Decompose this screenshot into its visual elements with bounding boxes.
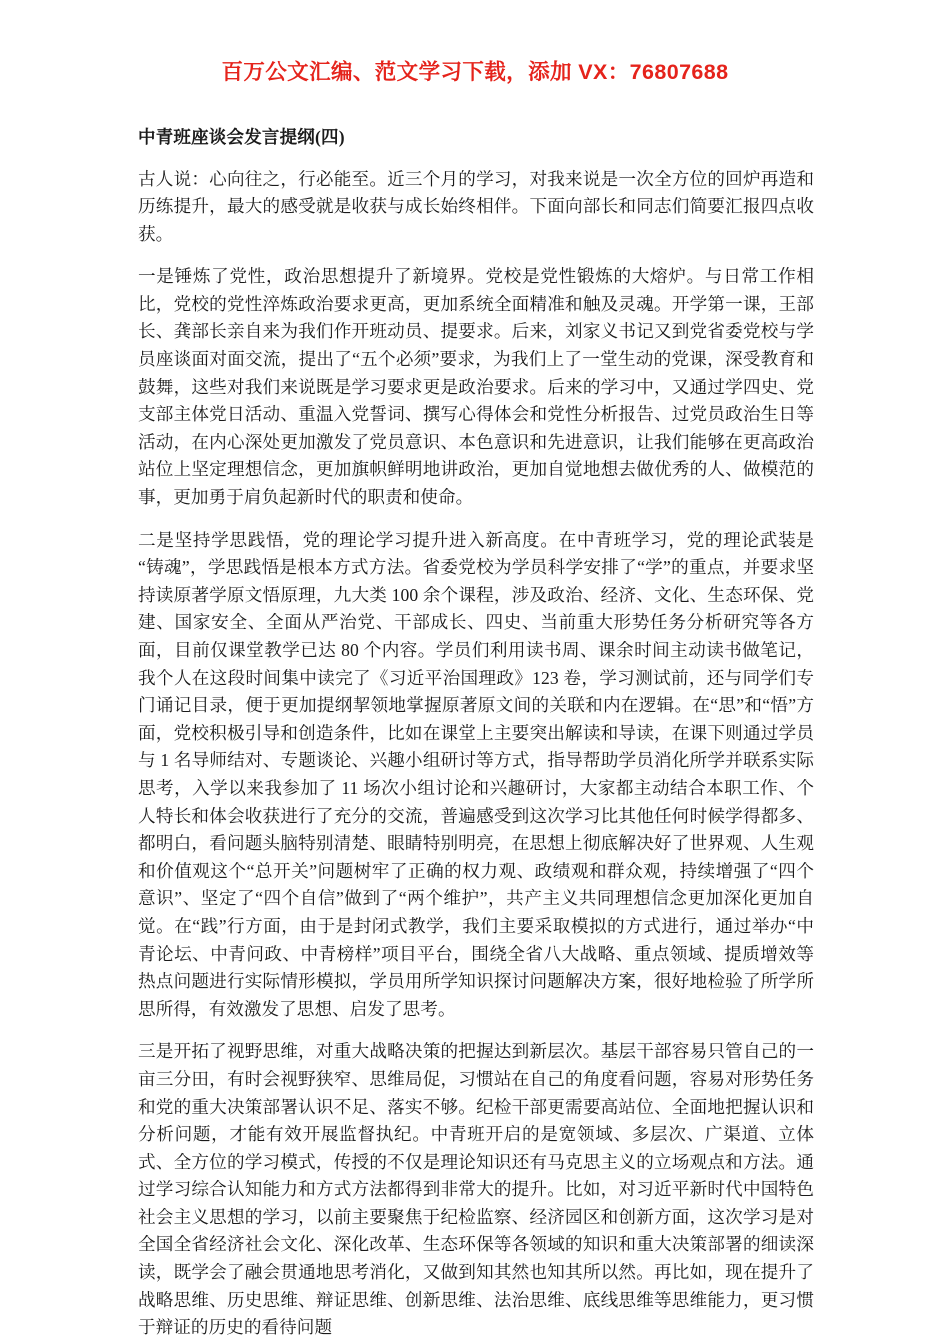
body-paragraph-2: 一是锤炼了党性，政治思想提升了新境界。党校是党性锻炼的大熔炉。与日常工作相比，党校的党性淬炼政治要求更高，更加系统全面精准和触及灵魂。开学第一课，王部长、龚部长亲自来为我们作开班动员、提要求。后来，刘家义书记又到党省委党校与学员座谈面对面交流，提出了“五个必须”要求，为我们上了一堂生动的党课，深受教育和鼓舞，这些对我们来说既是学习要求更是政治要求。后来的学习中，又通过学四史、党支部主体党日活动、重温入党誓词、撰写心得体会和党性分析报告、过党员政治生日等活动，在内心深处更加激发了党员意识、本色意识和先进意识，让我们能够在更高政治站位上坚定理想信念，更加旗帜鲜明地讲政治，更加自觉地想去做优秀的人、做模范的事，更加勇于肩负起新时代的职责和使命。 [138, 266, 814, 508]
promo-banner [0, 62, 950, 84]
promo-banner-text: 百万公文汇编、范文学习下载，添加 VX：76807688 [221, 60, 729, 84]
body-paragraph-1: 古人说：心向往之，行必能至。近三个月的学习，对我来说是一次全方位的回炉再造和历练提升，最大的感受就是收获与成长始终相伴。下面向部长和同志们简要汇报四点收获。 [138, 168, 814, 244]
body-paragraph-4: 三是开拓了视野思维，对重大战略决策的把握达到新层次。基层干部容易只管自己的一亩三分田，有时会视野狭窄、思维局促，习惯站在自己的角度看问题，容易对形势任务和党的重大决策部署认识不足、落实不够。纪检干部更需要高站位、全面地把握认识和分析问题，才能有效开展监督执纪。中青班开启的是宽领域、多层次、广渠道、立体式、全方位的学习模式，传授的不仅是理论知识还有马克思主义的立场观点和方法。通过学习综合认知能力和方式方法都得到非常大的提升。比如，对习近平新时代中国特色社会主义思想的学习，以前主要聚焦于纪检监察、经济园区和创新方面，这次学习是对全国全省经济社会文化、深化改革、生态环保等各领域的知识和重大决策部署的细读深读，既学会了融会贯通地思考消化，又做到知其然也知其所以然。再比如，现在提升了战略思维、历史思维、辩证思维、创新思维、法治思维、底线思维等思维能力，更习惯于辩证的历史的看待问题 [138, 1041, 814, 1338]
document-body [138, 124, 814, 1342]
body-paragraph-3: 二是坚持学思践悟，党的理论学习提升进入新高度。在中青班学习，党的理论武装是“铸魂”，学思践悟是根本方式方法。省委党校为学员科学安排了“学”的重点，并要求坚持读原著学原文悟原理，九大类 100 余个课程，涉及政治、经济、文化、生态环保、党建、国家安全、全面从严治党、干部成长、四史、当前重大形势任务分析研究等各方面，目前仅课堂教学已达 80 个内容。学员们利用读书周、课余时间主动读书做笔记，我个人在这段时间集中读完了《习近平治国理政》123 卷，学习测试前，还与同学们专门诵记目录，便于更加提纲挈领地掌握原著原文间的关联和内在逻辑。在“思”和“悟”方面，党校积极引导和创造条件，比如在课堂上主要突出解读和导读，在课下则通过学员与 1 名导师结对、专题谈论、兴趣小组研讨等方式，指导帮助学员消化所学并联系实际思考，入学以来我参加了 11 场次小组讨论和兴趣研讨，大家都主动结合本职工作、个人特长和体会收获进行了充分的交流，普遍感受到这次学习比其他任何时候学得都多、都明白，看问题头脑特别清楚、眼睛特别明亮，在思想上彻底解决好了世界观、人生观和价值观这个“总开关”问题树牢了正确的权力观、政绩观和群众观，持续增强了“四个意识”、坚定了“四个自信”做到了“两个维护”，共产主义共同理想信念更加深化更加自觉。在“践”行方面，由于是封闭式教学，我们主要采取模拟的方式进行，通过举办“中青论坛、中青问政、中青榜样”项目平台，围绕全省八大战略、重点领域、提质增效等热点问题进行实际情形模拟，学员用所学知识探讨问题解决方案，很好地检验了所学所思所得，有效激发了思想、启发了思考。 [138, 529, 814, 1019]
page-title: 中青班座谈会发言提纲(四) [138, 127, 345, 147]
